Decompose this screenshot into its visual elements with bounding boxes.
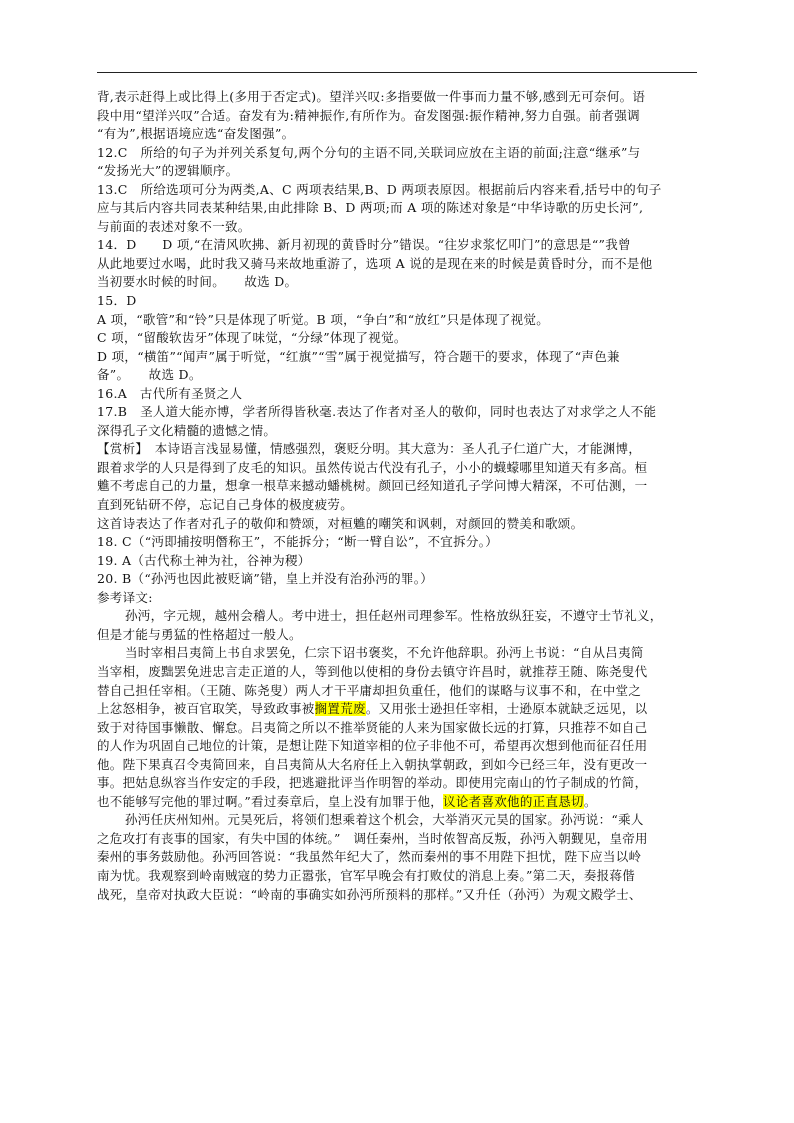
line-text: 这首诗表达了作者对孔子的敬仰和赞颂，对桓魋的嘲笑和讽刺，对颜回的赞美和歌颂。 xyxy=(97,515,584,531)
text-line xyxy=(97,644,697,663)
text-line xyxy=(97,496,697,515)
line-text: 替自己担任宰相。（王随、陈尧叟）两人才干平庸却担负重任，他们的谋略与议事不和，在中堂之 xyxy=(97,682,642,698)
text-line xyxy=(97,756,697,775)
text-line xyxy=(97,236,697,255)
text-line xyxy=(97,311,697,330)
document-body xyxy=(97,88,697,904)
line-text: 20. B（“孙沔也因此被贬谪”错，皇上并没有治孙沔的罪。） xyxy=(97,571,434,587)
line-text: A 项，“歌管”和“铃”只是体现了听觉。B 项，“争白”和“放红”只是体现了视觉。 xyxy=(97,311,550,327)
text-line xyxy=(97,218,697,237)
line-text: 战死，皇帝对执政大臣说：“岭南的事确实如孙沔所预料的那样。”又升任（孙沔）为观文殿学士、 xyxy=(97,886,642,902)
line-text: 直到死钻研不停，忘记自己身体的极度疲劳。 xyxy=(97,497,354,513)
text-line xyxy=(97,663,697,682)
line-text: 事。把姑息纵容当作安定的手段，把逃避批评当作明智的举动。即使用完南山的竹子制成的竹简， xyxy=(97,775,648,791)
line-text: 上忿怒相争，被百官取笑，导致政事被 xyxy=(97,701,315,717)
text-line xyxy=(97,682,697,701)
text-line xyxy=(97,366,697,385)
line-text: 的人作为巩固自己地位的计策，是想让陛下知道宰相的位子非他不可，希望再次想到他而征召任用 xyxy=(97,738,648,754)
text-line xyxy=(97,107,697,126)
line-text: 但是才能与勇猛的性格超过一般人。 xyxy=(97,626,302,642)
text-line xyxy=(97,848,697,867)
line-text: 14．D D 项,“在清风吹拂、新月初现的黄昏时分”错误。“往岁求浆忆叩门”的意思是“”我曾 xyxy=(97,237,631,253)
text-line xyxy=(97,459,697,478)
text-line xyxy=(97,626,697,645)
text-line xyxy=(97,533,697,552)
text-line xyxy=(97,199,697,218)
text-line xyxy=(97,385,697,404)
line-text: 【赏析】 本诗语言浅显易懂，情感强烈，褒贬分明。其大意为：圣人孔子仁道广大，才能渊博， xyxy=(97,441,642,457)
line-text: 致于对待国事懒散、懈怠。吕夷简之所以不推举贤能的人来为国家做长远的打算，只推荐不如自己 xyxy=(97,719,648,735)
line-text: 18. C（“沔即捕按明僭称王”，不能拆分；“断一臂自讼”，不宜拆分。） xyxy=(97,534,499,550)
text-line xyxy=(97,255,697,274)
line-text: 13.C 所给选项可分为两类,A、C 两项表结果,B、D 两项表原因。根据前后内容来看,括号中的句子 xyxy=(97,181,662,197)
text-line xyxy=(97,403,697,422)
line-text: 也不能够写完他的罪过啊。”看过奏章后，皇上没有加罪于他， xyxy=(97,793,444,809)
text-line xyxy=(97,552,697,571)
line-text: 与前面的表述对象不一致。 xyxy=(97,218,251,234)
line-text: C 项，“留酸软齿牙”体现了味觉，“分绿”体现了视觉。 xyxy=(97,330,407,346)
highlighted-phrase: 议论者喜欢他的正直恳切 xyxy=(443,793,584,809)
line-text: 深得孔子文化精髓的遗憾之情。 xyxy=(97,422,277,438)
line-text: 南为忧。我观察到岭南贼寇的势力正嚣张，官军早晚会有打败仗的消息上奏。”第二天，奏报蒋偕 xyxy=(97,867,636,883)
text-line xyxy=(97,144,697,163)
line-text: 当宰相，废黜罢免进忠言走正道的人，等到他以使相的身份去镇守许昌时，就推荐王随、陈尧叟代 xyxy=(97,663,648,679)
text-line xyxy=(97,793,697,812)
text-line xyxy=(97,811,697,830)
text-line xyxy=(97,273,697,292)
line-text: 段中用“望洋兴叹”合适。奋发有为:精神振作,有所作为。奋发图强:振作精神,努力自强。前者强调 xyxy=(97,107,640,123)
text-line xyxy=(97,737,697,756)
line-text: 背,表示赶得上或比得上(多用于否定式)。望洋兴叹:多指要做一件事而力量不够,感到无可奈何。语 xyxy=(97,89,646,104)
text-line xyxy=(97,348,697,367)
text-line xyxy=(97,440,697,459)
text-line xyxy=(97,607,697,626)
text-line xyxy=(97,477,697,496)
line-text: 跟着求学的人只是得到了皮毛的知识。虽然传说古代没有孔子，小小的蠛蠓哪里知道天有多高。桓 xyxy=(97,459,648,475)
text-line xyxy=(97,719,697,738)
text-line xyxy=(97,830,697,849)
line-text: 16.A 古代所有圣贤之人 xyxy=(97,385,243,401)
line-text: 之危攻打有丧事的国家，有失中国的体统。” 调任秦州，当时侬智高反叛，孙沔入朝觐见，皇帝用 xyxy=(97,830,648,846)
text-line xyxy=(97,774,697,793)
line-text: 19. A（古代称土神为社，谷神为稷） xyxy=(97,552,311,568)
text-line xyxy=(97,88,697,107)
header-rule xyxy=(97,72,697,73)
text-line xyxy=(97,329,697,348)
text-line xyxy=(97,125,697,144)
line-text: D 项，“横笛”“闻声”属于听觉，“红旗”“雪”属于视觉描写，符合题干的要求，体现了“声色兼 xyxy=(97,348,620,364)
text-line xyxy=(97,570,697,589)
line-text: 从此地要过水喝，此时我又骑马来故地重游了，选项 A 说的是现在来的时候是黄昏时分，而不是他 xyxy=(97,255,653,271)
line-text: “有为”,根据语境应选“奋发图强”。 xyxy=(97,126,295,142)
line-text: 秦州的事务鼓励他。孙沔回答说：“我虽然年纪大了，然而秦州的事不用陛下担忧，陛下应当以岭 xyxy=(97,849,642,865)
line-text: 12.C 所给的句子为并列关系复句,两个分句的主语不同,关联词应放在主语的前面;注意“继承”与 xyxy=(97,144,641,160)
text-line xyxy=(97,886,697,905)
text-line xyxy=(97,589,697,608)
text-line xyxy=(97,700,697,719)
line-text: 15．D xyxy=(97,293,137,309)
text-line xyxy=(97,292,697,311)
line-text: 魋不考虑自己的力量，想拿一根草来撼动蟠桃树。颜回已经知道孔子学问博大精深，不可估测，一 xyxy=(97,478,648,494)
text-line xyxy=(97,867,697,886)
text-line xyxy=(97,181,697,200)
highlighted-phrase: 搁置荒废 xyxy=(314,701,366,717)
line-text: 孙沔，字元规，越州会稽人。考中进士，担任赵州司理参军。性格放纵狂妄，不遵守士节礼义， xyxy=(125,608,663,624)
line-text-tail: 。又用张士逊担任宰相，士逊原本就缺乏远见，以 xyxy=(365,701,648,717)
line-text: 当初要水时候的时间。 故选 D。 xyxy=(97,274,298,290)
line-text: 应与其后内容共同表某种结果,由此排除 B、D 两项;而 A 项的陈述对象是“中华诗歌的历史长河”, xyxy=(97,200,644,216)
line-text: 参考译文: xyxy=(97,589,153,605)
line-text: 他。陛下果真召令夷简回来，自吕夷简从大名府任上入朝执掌朝政，到如今已经三年，没有更改一 xyxy=(97,756,648,772)
line-text: 备”。 故选 D。 xyxy=(97,367,202,383)
line-text: 孙沔任庆州知州。元昊死后，将领们想乘着这个机会，大举消灭元昊的国家。孙沔说：“乘人 xyxy=(125,812,644,828)
line-text: 当时宰相吕夷简上书自求罢免，仁宗下诏书褒奖，不允许他辞职。孙沔上书说：“自从吕夷简 xyxy=(125,645,644,661)
line-text: “发扬光大”的逻辑顺序。 xyxy=(97,163,239,179)
text-line xyxy=(97,422,697,441)
text-line xyxy=(97,162,697,181)
line-text-tail: 。 xyxy=(583,793,597,809)
text-line xyxy=(97,515,697,534)
line-text: 17.B 圣人道大能亦博，学者所得皆秋毫.表达了作者对圣人的敬仰，同时也表达了对求学之人不能 xyxy=(97,404,657,420)
